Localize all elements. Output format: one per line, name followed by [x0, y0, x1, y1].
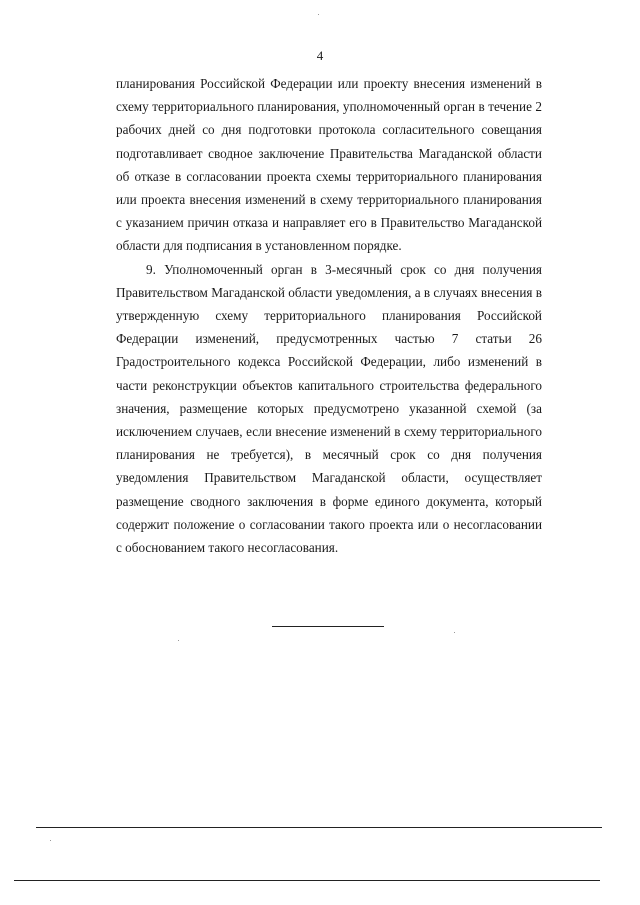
document-body: [116, 72, 542, 559]
page-number: 4: [316, 48, 324, 63]
scan-speck: [318, 14, 319, 15]
section-separator-line: [272, 626, 384, 627]
footer-rule-bottom: [14, 880, 600, 881]
paragraph-item-9: 9. Уполномоченный орган в 3-месячный срок со дня получения Правительством Магаданской области уведомления, а в случаях внесения в утвержденную схему территориального планирования Российской Федерации изменений, предусмотренных частью 7 статьи 26 Градостроительного кодекса Российской Федерации, либо изменений в части реконструкции объектов капитального строительства федерального значения, размещение которых предусмотрено указанной схемой (за исключением случаев, если внесение изменений в схему территориального планирования не требуется), в месячный срок со дня получения уведомления Правительством Магаданской области, осуществляет размещение сводного заключения в форме единого документа, который содержит положение о согласовании такого проекта или о несогласовании с обоснованием такого несогласования.: [116, 261, 542, 556]
scan-speck: [50, 840, 51, 841]
scan-speck: [178, 640, 179, 641]
paragraph-continuation: планирования Российской Федерации или проекту внесения изменений в схему территориального планирования, уполномоченный орган в течение 2 рабочих дней со дня подготовки протокола согласительного совещания подготавливает сводное заключение Правительства Магаданской области об отказе в согласовании проекта схемы территориального планирования или проекта внесения изменений в схему территориального планирования с указанием причин отказа и направляет его в Правительство Магаданской области для подписания в установленном порядке.: [116, 76, 542, 254]
scan-speck: [454, 632, 455, 633]
footer-rule-top: [36, 827, 602, 828]
